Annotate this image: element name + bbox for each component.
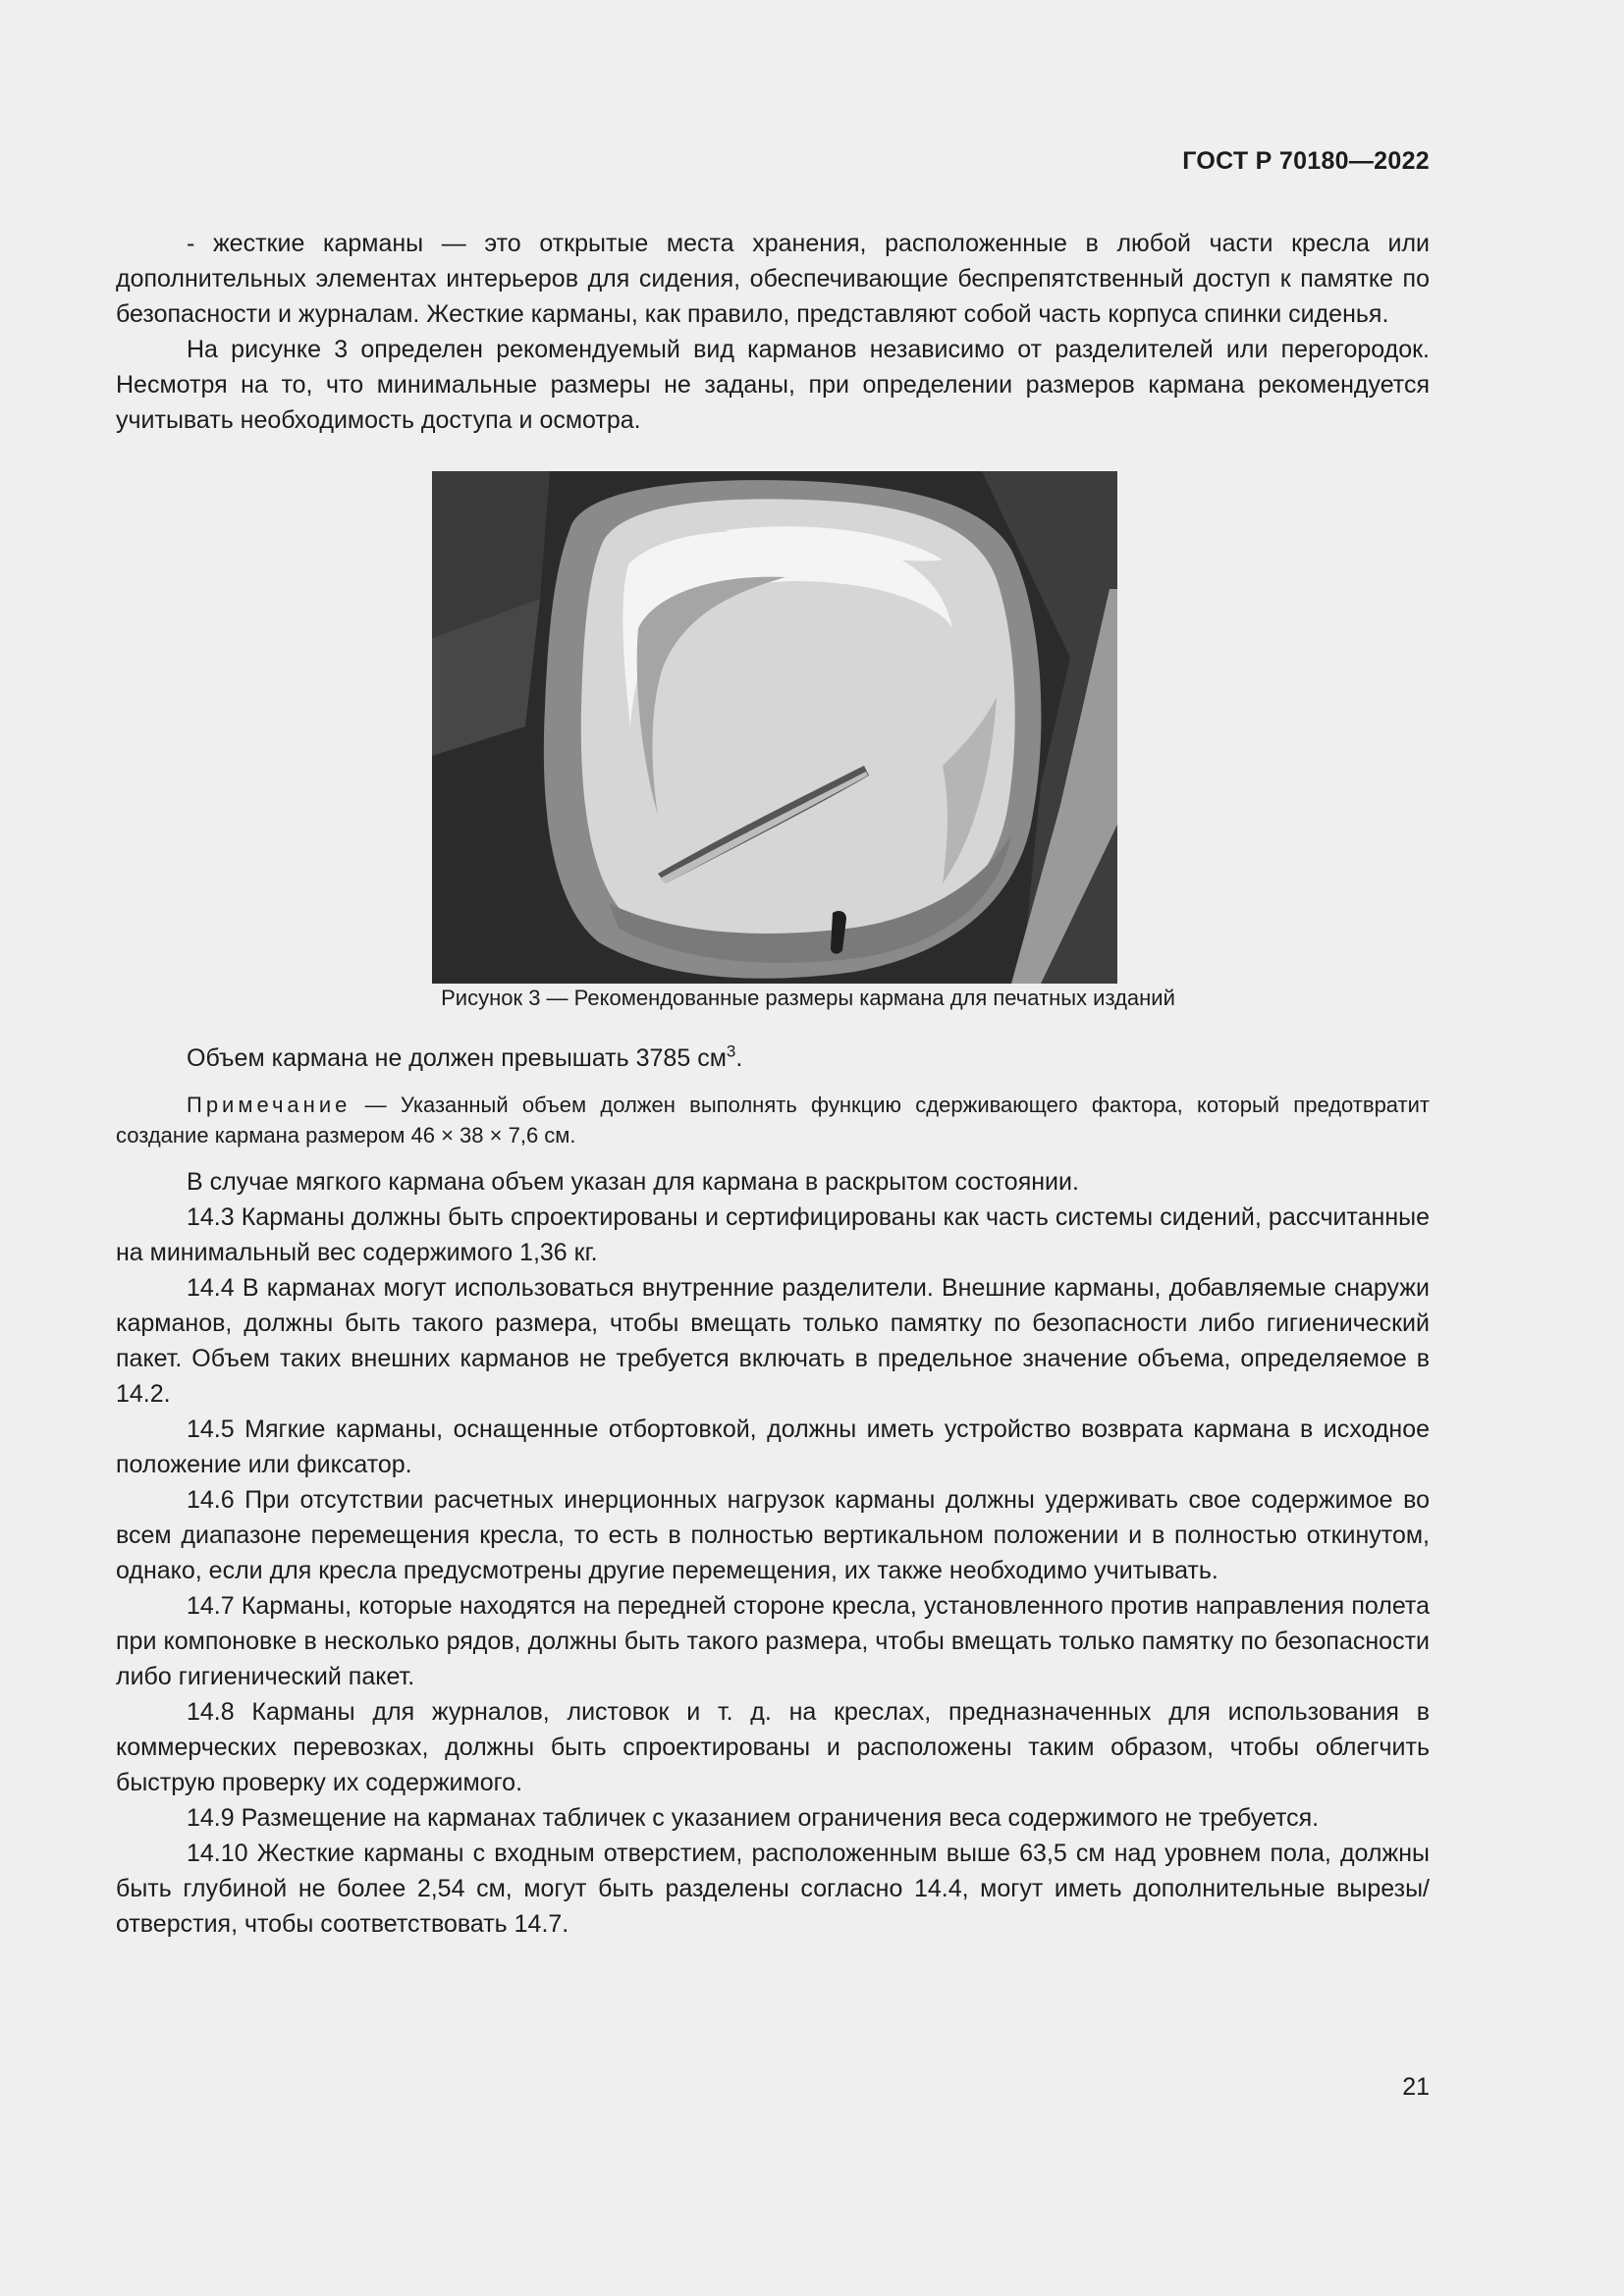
clause-14-3: 14.3 Карманы должны быть спроектированы и сертифицированы как часть системы сидений, рассчитанные на минимальный вес содержимого 1,36 кг. [116,1203,1430,1266]
note [116,1090,1430,1150]
volume-unit-exponent: 3 [726,1041,736,1061]
clause-14-8: 14.8 Карманы для журналов, листовок и т. д. на креслах, предназначенных для использования в коммерческих перевозках, должны быть спроектированы и расположены таким образом, чтобы облегчить быструю проверку их содержимого. [116,1698,1430,1796]
page-number: 21 [1402,2073,1430,2101]
clause-14-10: 14.10 Жесткие карманы с входным отверстием, расположенным выше 63,5 см над уровнем пола, должны быть глубиной не более 2,54 см, могут быть разделены согласно 14.4, могут иметь дополнительные вырезы/отверстия, чтобы соответствовать 14.7. [116,1840,1430,1938]
volume-limit [116,1041,1430,1076]
volume-text: Объем кармана не должен превышать 3785 см [187,1044,727,1072]
paragraph-hard-pockets: - жесткие карманы — это открытые места хранения, расположенные в любой части кресла или дополнительных элементах интерьеров для сидения, обеспечивающие беспрепятственный доступ к памятке по безопасности и журналам. Жесткие карманы, как правило, представляют собой часть корпуса спинки сиденья. [116,230,1430,328]
paragraph-figure-reference: На рисунке 3 определен рекомендуемый вид карманов независимо от разделителей или перегородок. Несмотря на то, что минимальные размеры не заданы, при определении размеров кармана рекомендуется учитывать необходимость доступа и осмотра. [116,336,1430,434]
seat-back-pocket-photo [432,471,1117,984]
volume-end: . [735,1044,743,1072]
note-label: Примечание [187,1093,352,1117]
clause-14-9: 14.9 Размещение на карманах табличек с указанием ограничения веса содержимого не требуется. [187,1804,1320,1832]
note-text: — Указанный объем должен выполнять функцию сдерживающего фактора, который предотвратит создание кармана размером 46 × 38 × 7,6 см. [116,1093,1430,1148]
document-code: ГОСТ Р 70180—2022 [1182,147,1430,175]
page-content [116,226,1430,1942]
clause-14-7: 14.7 Карманы, которые находятся на передней стороне кресла, установленного против направления полета при компоновке в несколько рядов, должны быть такого размера, чтобы вмещать только памятку по безопасности либо гигиенический пакет. [116,1592,1430,1690]
clause-14-6: 14.6 При отсутствии расчетных инерционных нагрузок карманы должны удерживать свое содержимое во всем диапазоне перемещения кресла, то есть в полностью вертикальном положении и в полностью откинутом, однако, если для кресла предусмотрены другие перемещения, их также необходимо учитывать. [116,1486,1430,1584]
clause-14-4: 14.4 В карманах могут использоваться внутренние разделители. Внешние карманы, добавляемые снаружи карманов, должны быть такого размера, чтобы вмещать только памятку по безопасности либо гигиенический пакет. Объем таких внешних карманов не требуется включать в предельное значение объема, определяемое в 14.2. [116,1274,1430,1408]
figure-3 [116,471,1430,984]
clause-14-5: 14.5 Мягкие карманы, оснащенные отбортовкой, должны иметь устройство возврата кармана в исходное положение или фиксатор. [116,1415,1430,1478]
paragraph-soft-pocket: В случае мягкого кармана объем указан для кармана в раскрытом состоянии. [187,1168,1079,1196]
figure-caption: Рисунок 3 — Рекомендованные размеры кармана для печатных изданий [441,986,1175,1010]
